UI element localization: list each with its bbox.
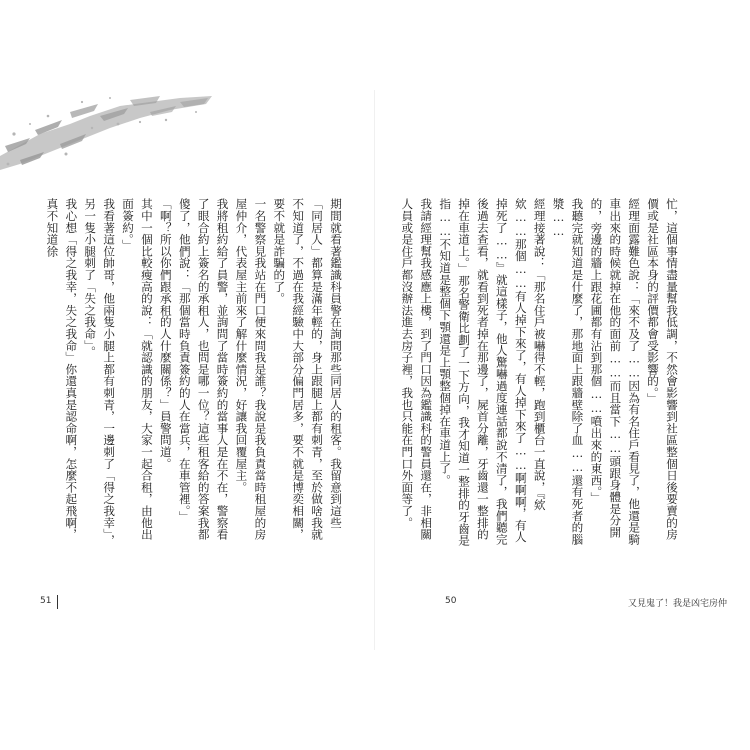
paragraph: 一名警察見我站在門口便來問我是誰？我說是我負責當時租屋的房屋仲介，代表屋主前來了解什麼情況，好讓我回覆屋主。 xyxy=(234,198,268,541)
right-page-body xyxy=(400,198,681,550)
folio-divider xyxy=(57,595,58,609)
paragraph: 「啊？所以你們跟承租的人什麼關係？」員警問道。 xyxy=(158,198,173,470)
left-page-body xyxy=(45,198,345,550)
paragraph: 其中一個比較瘦高的說：「就認識的朋友，大家一起合租，由他出面簽約。」 xyxy=(121,198,154,541)
paragraph: 我心想「得之我幸，失之我命」你還真是認命啊，怎麼不起飛啊，真不知道徐 xyxy=(45,198,79,541)
paragraph: 經理面露難色說：「來不及了……因為有名住戶看見了，他還是騎車出來的時候就掉在他的面前……而且當下……頭跟身體是分開的，旁邊的牆上跟花圃都有沾到那個……噴出來的東西。」 xyxy=(589,198,642,545)
running-title: 又見鬼了！我是凶宅房仲 xyxy=(628,599,728,609)
paragraph: 我看著這位帥哥，他兩隻小腿上都有刺青，一邊刺了「得之我幸」，另一隻小腿刺了「失之我命」。 xyxy=(83,198,117,547)
paragraph: 期間就看著鑑識科員警在詢問那些同居人的租客。我留意到這些「同居人」都算是滿年輕的，身上跟腿上都有刺青，至於做啥我就不知道了，不過在我經驗中大部分偏門居多，要不就是博奕相關，要不就是詐騙的了。 xyxy=(272,198,343,541)
paragraph: 我聽完就知道是什麼了，那地面上跟牆壁除了血……還有死者的腦漿…… xyxy=(551,198,585,545)
ink-splash-decoration xyxy=(0,94,215,170)
paragraph: 經理接著說：「那名住戶被嚇得不輕，跑到櫃台一直說，『欸欸……那個……有人掉下來了，有人掉下來了……啊啊啊，有人掉死了……』就這樣子，他人驚嚇過度連話都說不清了，我們聽完後過去查看，就看到死者掉在那邊了，屍首分離，牙齒還一整排的掉在車道上。」那名警衛比劃了一下方向，我才知道一整排的牙齒是指……不知道是整個下顎還是上顎整個掉在車道上了。 xyxy=(438,198,547,547)
page-number: 51 xyxy=(40,596,52,606)
paragraph: 忙，這個事情盡量幫我低調，不然會影響到社區整個日後要賣的房價或是社區本身的評價都會受影響的。」 xyxy=(646,198,679,541)
paragraph: 我請經理幫我感應上樓，到了門口因為鑑識科的警員還在，非相關人員或是住戶都沒辦法進去房子裡，我也只能在門口外面等了。 xyxy=(400,198,434,541)
page-number: 50 xyxy=(445,596,457,606)
right-page xyxy=(375,0,750,750)
paragraph: 我將租約給了員警，並詢問了當時簽約的當事人是在不在，警察看了眼合約上簽名的承租人，也問是哪一位？這些租客給的答案我都傻了，他們說：「那個當時負責簽約的人在當兵，在車管裡。」 xyxy=(177,198,230,541)
